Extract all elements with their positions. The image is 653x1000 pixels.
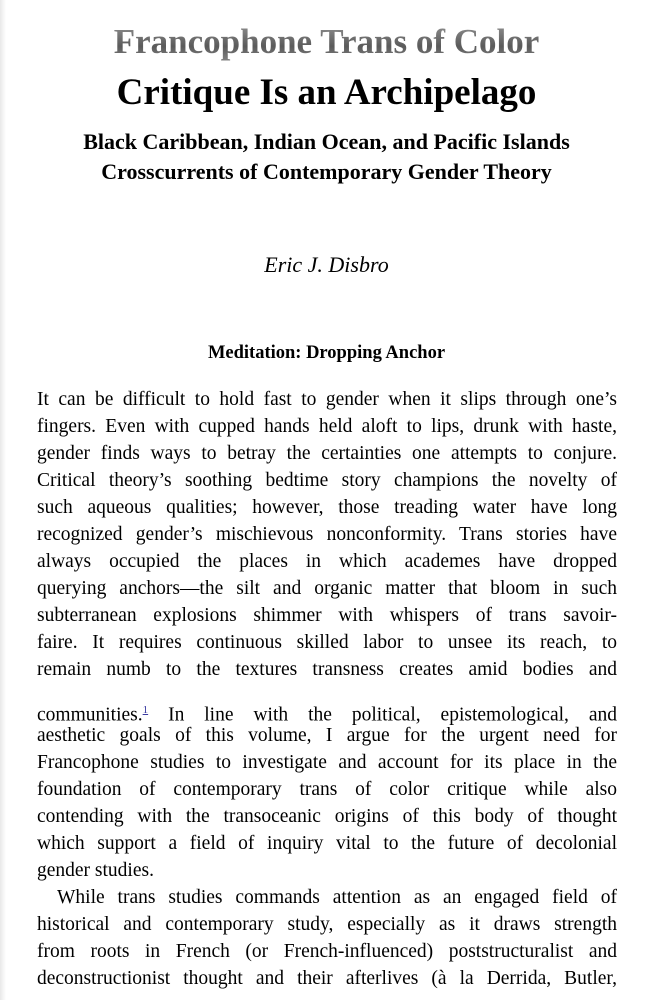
text-line: aesthetic goals of this volume, I argue for the urgent need for: [37, 725, 617, 746]
author: Eric J. Disbro: [264, 252, 389, 277]
text-line: subterranean explosions shimmer with whispers of trans savoir-: [37, 605, 617, 626]
text-line: Francophone studies to investigate and account for its place in the: [37, 752, 617, 773]
text-line: fingers. Even with cupped hands held aloft to lips, drunk with haste,: [37, 416, 617, 437]
text-line: deconstructionist thought and their afterlives (à la Derrida, Butler,: [37, 968, 617, 989]
text-line: Critical theory’s soothing bedtime story champions the novelty of: [37, 470, 617, 491]
book-subtitle-line2: Crosscurrents of Contemporary Gender Theory: [101, 159, 552, 184]
book-title-line2: Critique Is an Archipelago: [116, 72, 537, 113]
text-line: faire. It requires continuous skilled labor to unsee its reach, to: [37, 632, 617, 653]
text-line: always occupied the places in which academes have dropped: [37, 551, 617, 572]
text-line: querying anchors—the silt and organic matter that bloom in such: [37, 578, 617, 599]
text-line: remain numb to the textures transness creates amid bodies and: [37, 659, 617, 680]
text-line: recognized gender’s mischievous nonconformity. Trans stories have: [37, 524, 617, 545]
text-line: from roots in French (or French-influenced) poststructuralist and: [37, 941, 617, 962]
section-heading: Meditation: Dropping Anchor: [207, 343, 446, 363]
text-line: foundation of contemporary trans of color critique while also: [37, 779, 617, 800]
text-segment: In line with the political, epistemological, and: [148, 704, 617, 726]
text-line: While trans studies commands attention as an engaged field of: [57, 887, 617, 908]
text-line: such aqueous qualities; however, those treading water have long: [37, 497, 617, 518]
text-line: gender studies.: [37, 860, 154, 881]
text-line: which support a field of inquiry vital to the future of decolonial: [37, 833, 617, 854]
text-segment: communities.: [37, 704, 143, 726]
book-subtitle-line1: Black Caribbean, Indian Ocean, and Pacific Islands: [83, 129, 570, 154]
text-line: contending with the transoceanic origins of this body of thought: [37, 806, 617, 827]
text-line: gender finds ways to betray the certainties one attempts to conjure.: [37, 443, 617, 464]
footnote-link[interactable]: 1: [142, 704, 149, 716]
book-title-line1: Francophone Trans of Color: [0, 20, 653, 64]
text-line: historical and contemporary study, especially as it draws strength: [37, 914, 617, 935]
text-line: It can be difficult to hold fast to gender when it slips through one’s: [37, 389, 617, 410]
